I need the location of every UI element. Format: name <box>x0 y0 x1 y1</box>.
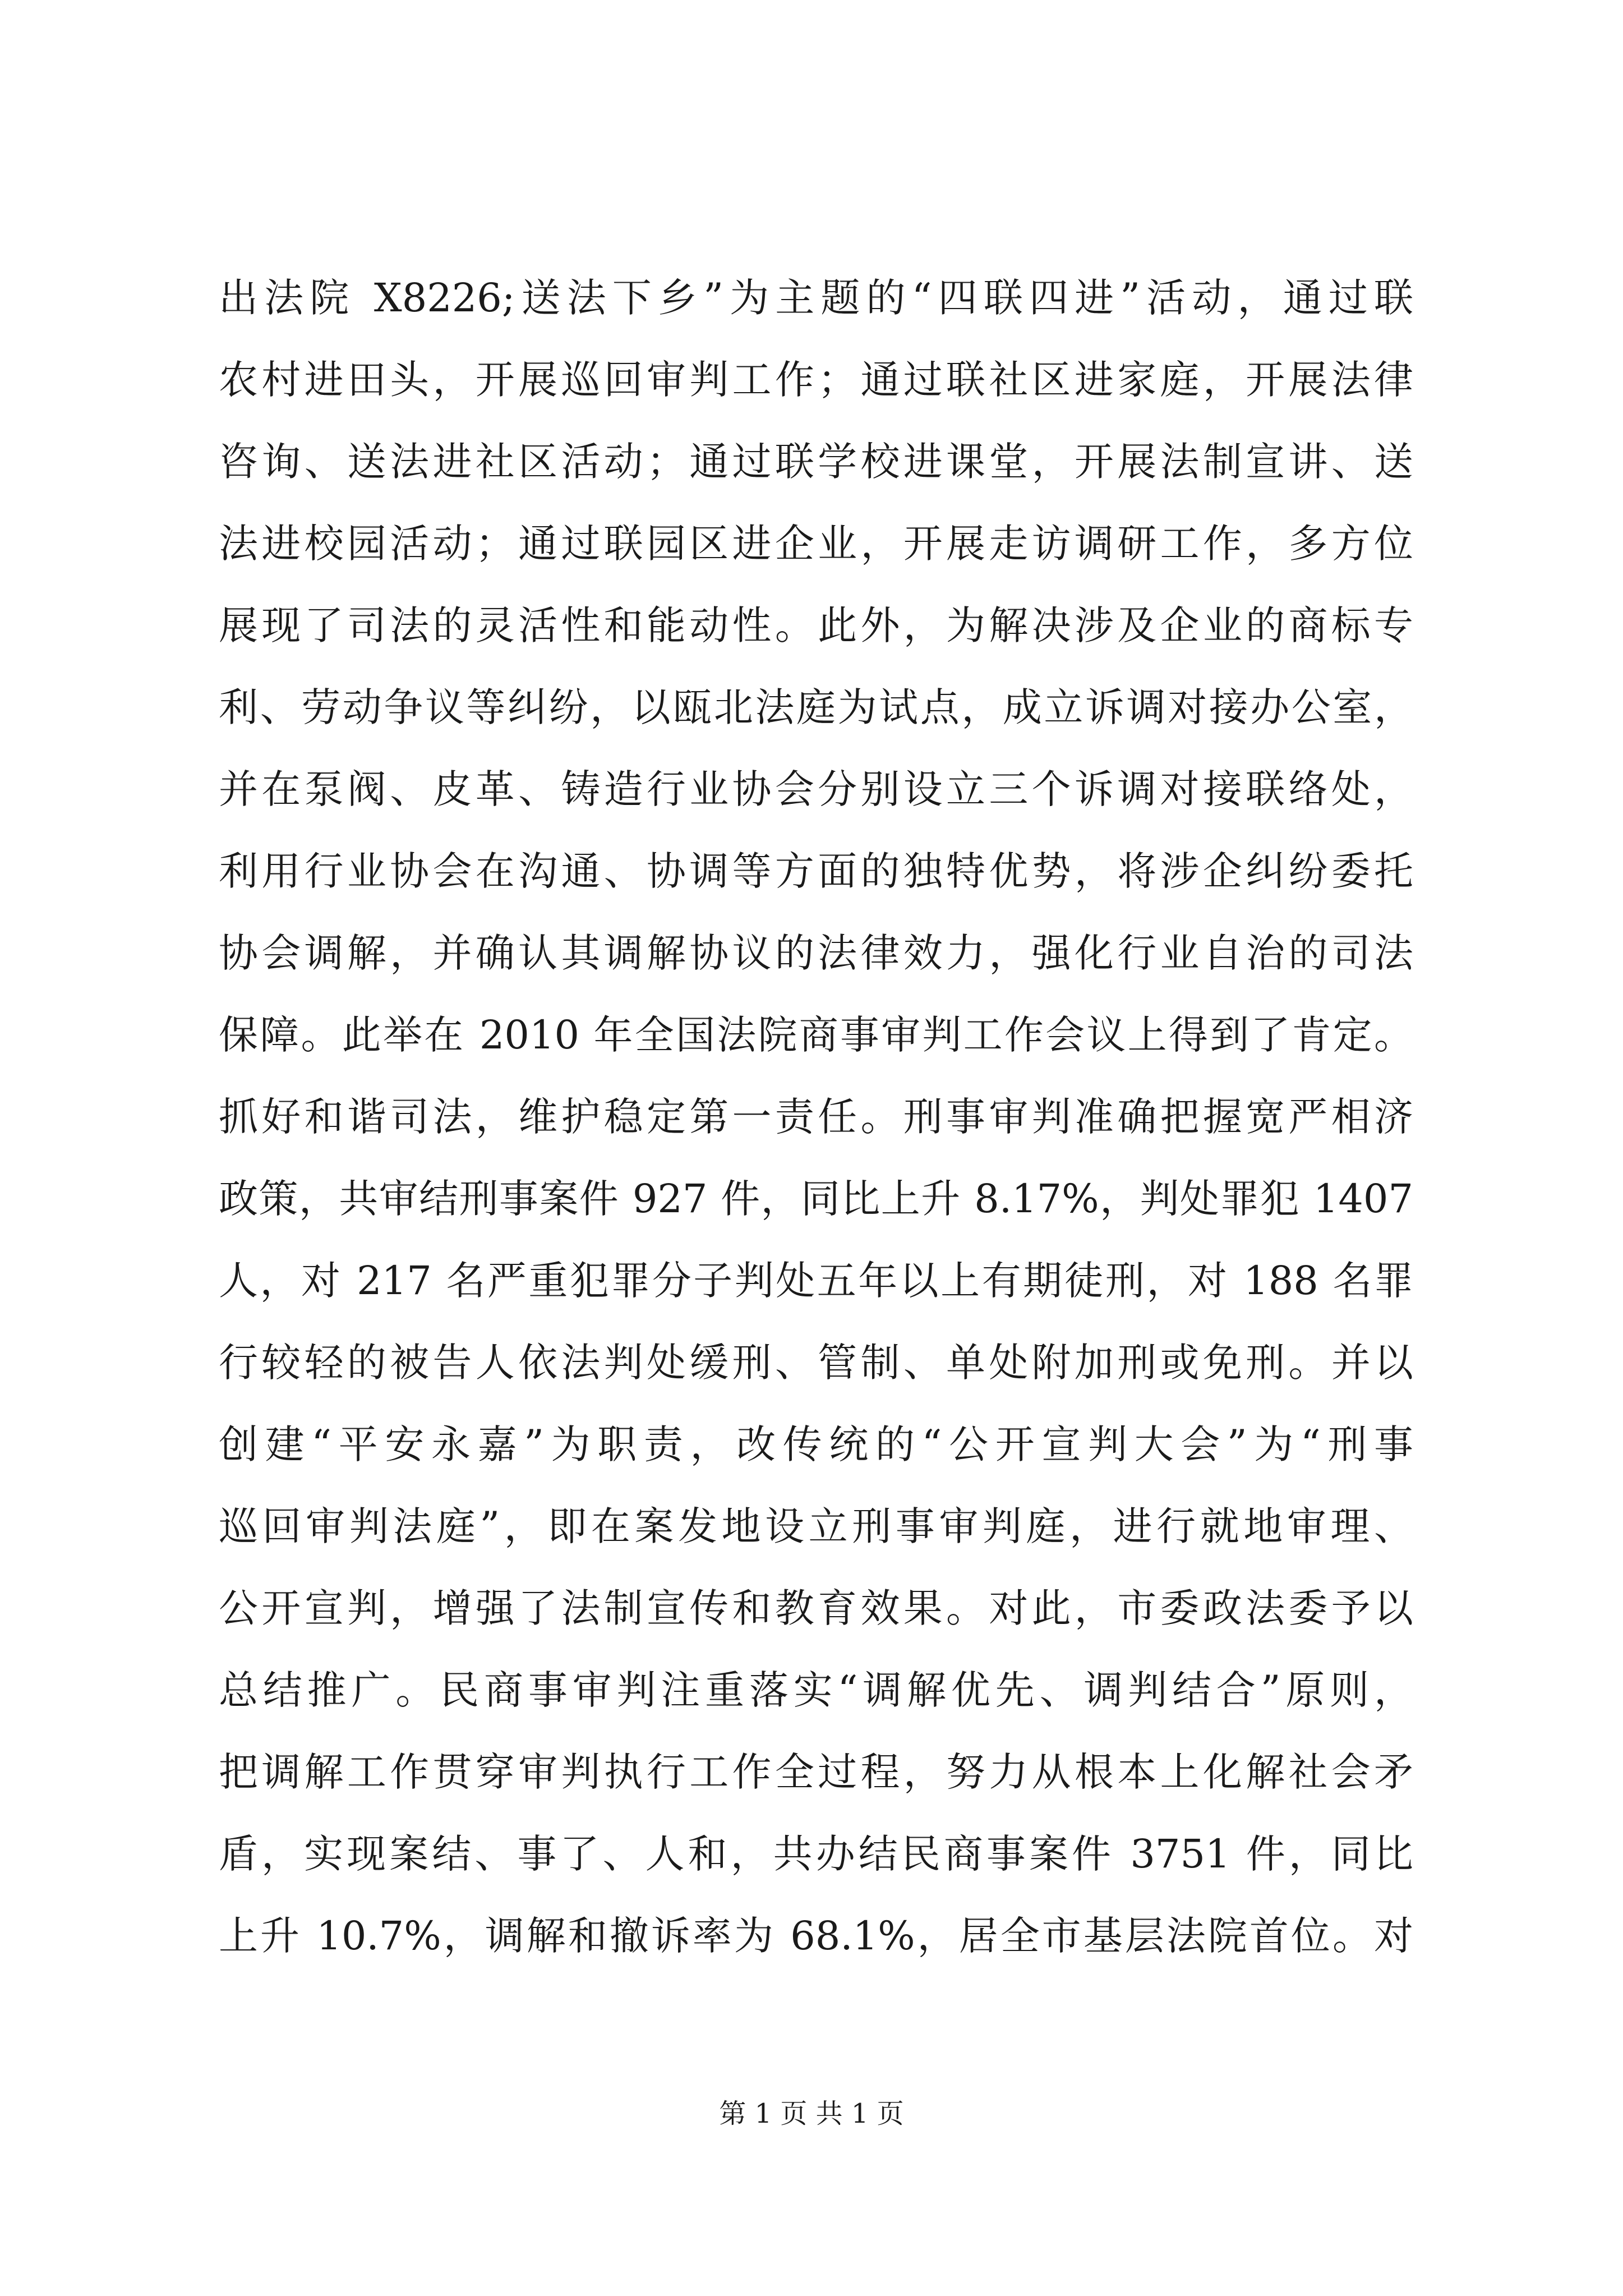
text-line: 盾，实现案结、事了、人和，共办结民商事案件 3751 件，同比 <box>219 1831 1413 1877</box>
text-line: 出法院 X8226;送法下乡”为主题的“四联四进”活动，通过联 <box>219 275 1413 321</box>
text-line: 巡回审判法庭”，即在案发地设立刑事审判庭，进行就地审理、 <box>219 1503 1413 1549</box>
text-line: 抓好和谐司法，维护稳定第一责任。刑事审判准确把握宽严相济 <box>219 1094 1413 1140</box>
text-line: 把调解工作贯穿审判执行工作全过程，努力从根本上化解社会矛 <box>219 1749 1413 1795</box>
text-line: 并在泵阀、皮革、铸造行业协会分别设立三个诉调对接联络处， <box>219 766 1413 812</box>
text-line: 利用行业协会在沟通、协调等方面的独特优势，将涉企纠纷委托 <box>219 848 1413 894</box>
text-line: 政策，共审结刑事案件 927 件，同比上升 8.17%，判处罪犯 1407 <box>219 1176 1413 1222</box>
text-line: 咨询、送法进社区活动；通过联学校进课堂，开展法制宣讲、送 <box>219 439 1413 485</box>
text-line: 保障。此举在 2010 年全国法院商事审判工作会议上得到了肯定。 <box>219 1012 1413 1058</box>
body-text <box>219 257 1413 1977</box>
text-line: 创建“平安永嘉”为职责，改传统的“公开宣判大会”为“刑事 <box>219 1421 1413 1467</box>
text-line: 协会调解，并确认其调解协议的法律效力，强化行业自治的司法 <box>219 930 1413 976</box>
text-line: 利、劳动争议等纠纷，以瓯北法庭为试点，成立诉调对接办公室， <box>219 684 1413 730</box>
text-line: 行较轻的被告人依法判处缓刑、管制、单处附加刑或免刑。并以 <box>219 1340 1413 1386</box>
text-line: 人，对 217 名严重犯罪分子判处五年以上有期徒刑，对 188 名罪 <box>219 1258 1413 1304</box>
text-line: 总结推广。民商事审判注重落实“调解优先、调判结合”原则， <box>219 1667 1413 1713</box>
text-line: 公开宣判，增强了法制宣传和教育效果。对此，市委政法委予以 <box>219 1585 1413 1631</box>
text-line: 法进校园活动；通过联园区进企业，开展走访调研工作，多方位 <box>219 521 1413 567</box>
text-line: 展现了司法的灵活性和能动性。此外，为解决涉及企业的商标专 <box>219 602 1413 648</box>
text-line: 上升 10.7%，调解和撤诉率为 68.1%，居全市基层法院首位。对 <box>219 1913 1413 1959</box>
page-number-footer: 第 1 页 共 1 页 <box>719 2098 904 2129</box>
text-line: 农村进田头，开展巡回审判工作；通过联社区进家庭，开展法律 <box>219 357 1413 403</box>
